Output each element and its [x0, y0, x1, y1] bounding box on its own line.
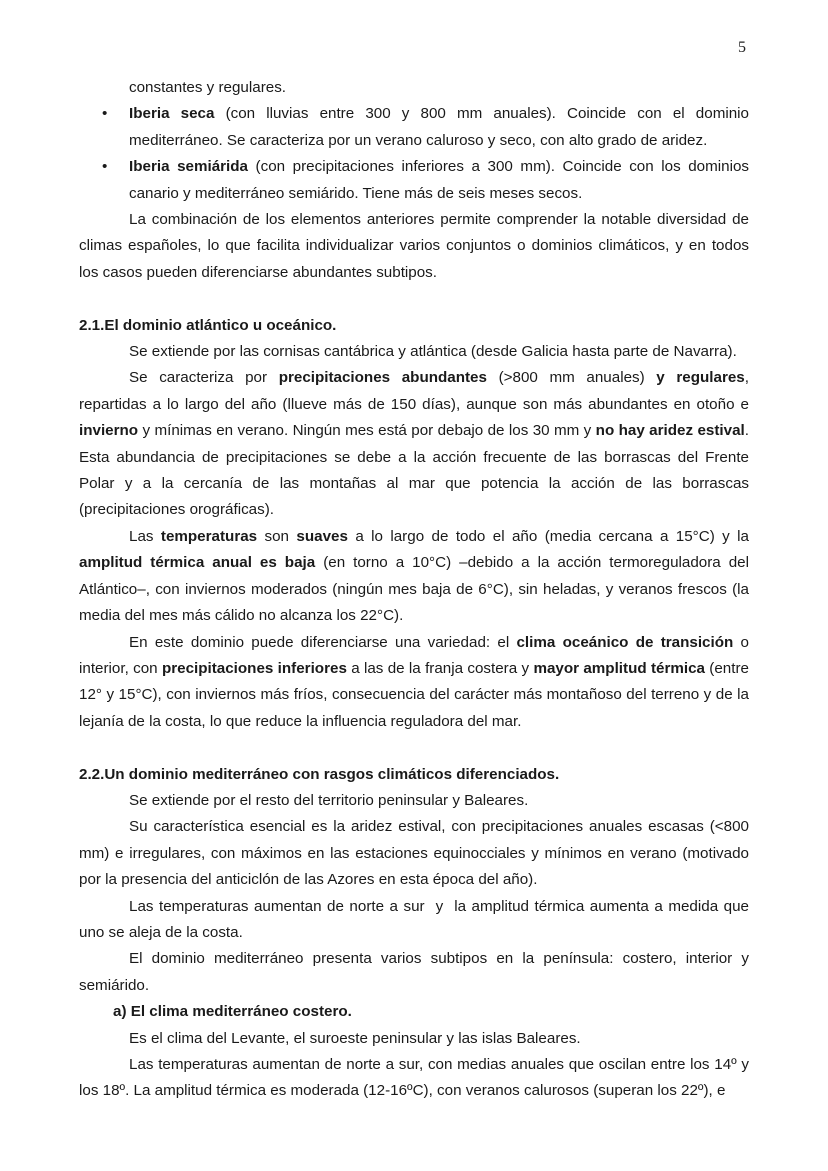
paragraph: Las temperaturas aumentan de norte a sur y la amplitud térmica aumenta a medida que uno se aleja de la costa.: [79, 897, 754, 941]
continuation-text: constantes y regulares.: [129, 79, 287, 96]
paragraph: Se caracteriza por precipitaciones abundantes (>800 mm anuales) y regulares, repartidas a lo largo del año (llueve más de 150 días), aunque son más abundantes en otoño e invierno y mínimas en verano. Ningún mes está por debajo de los 30 mm y no hay aridez estival. Esta abundancia de precipitaciones se debe a la acción frecuente de las borrascas del Frente Polar y a la cercanía de las montañas al mar que potencia la acción de las borrascas (precipitaciones orográficas).: [79, 369, 749, 519]
paragraph: Las temperaturas aumentan de norte a sur, con medias anuales que oscilan entre los 14º y los 18º. La amplitud térmica es moderada (12-16ºC), con veranos calurosos (superan los 22º), e: [79, 1056, 749, 1100]
document-body: [79, 75, 754, 1105]
list-item: [79, 101, 749, 154]
bullet-term: Iberia seca: [129, 105, 215, 123]
paragraph: Se extiende por las cornisas cantábrica y atlántica (desde Galicia hasta parte de Navarra).: [129, 343, 737, 361]
bullet-text: (con precipitaciones inferiores a 300 mm). Coincide con los dominios canario y mediterráneo semiárido. Tiene más de seis meses secos.: [129, 158, 749, 202]
page-number: 5: [738, 39, 746, 56]
section-spacer: [79, 735, 749, 761]
section-heading-mediterranean: 2.2.Un dominio mediterráneo con rasgos climáticos diferenciados.: [79, 765, 560, 783]
section-heading-atlantic: 2.1.El dominio atlántico u oceánico.: [79, 316, 337, 334]
paragraph: Su característica esencial es la aridez estival, con precipitaciones anuales escasas (<800 mm) e irregulares, con máximos en las estaciones equinocciales y mínimos en verano (motivado por la presencia del anticiclón de las Azores en esta época del año).: [79, 818, 749, 889]
paragraph: Las temperaturas son suaves a lo largo de todo el año (media cercana a 15°C) y la amplitud térmica anual es baja (en torno a 10°C) –debido a la acción termoreguladora del Atlántico–, con inviernos moderados (ningún mes baja de 6°C), sin heladas, y veranos frescos (la media del mes más cálido no alcanza los 22°C).: [79, 527, 749, 625]
paragraph: Se extiende por el resto del territorio peninsular y Baleares.: [129, 791, 529, 809]
subsection-heading-coastal: a) El clima mediterráneo costero.: [113, 1003, 352, 1021]
climate-bullet-list: [79, 101, 749, 207]
intro-paragraph: La combinación de los elementos anteriores permite comprender la notable diversidad de climas españoles, lo que facilita individualizar varios conjuntos o dominios climáticos, y en todos los casos pueden diferenciarse abundantes subtipos.: [79, 211, 749, 281]
list-item: [79, 154, 749, 207]
bullet-term: Iberia semiárida: [129, 158, 248, 176]
paragraph: En este dominio puede diferenciarse una variedad: el clima oceánico de transición o interior, con precipitaciones inferiores a las de la franja costera y mayor amplitud térmica (entre 12° y 15°C), con inviernos más fríos, consecuencia del carácter más montañoso del terreno y de la lejanía de la costa, lo que reduce la influencia reguladora del mar.: [79, 633, 750, 730]
bullet-text: (con lluvias entre 300 y 800 mm anuales). Coincide con el dominio mediterráneo. Se caracteriza por un verano caluroso y seco, con alto grado de aridez.: [129, 105, 749, 149]
paragraph: El dominio mediterráneo presenta varios subtipos en la península: costero, interior y semiárido.: [79, 950, 749, 994]
section-spacer: [79, 286, 749, 312]
paragraph: Es el clima del Levante, el suroeste peninsular y las islas Baleares.: [129, 1029, 581, 1047]
